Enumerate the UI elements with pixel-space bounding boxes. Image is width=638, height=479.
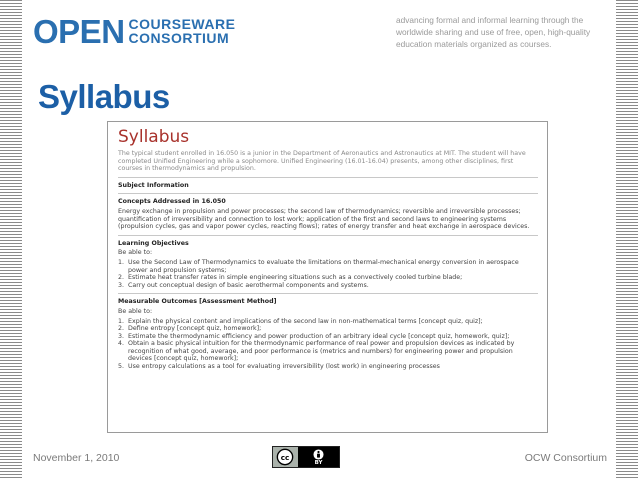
outcome-text: Use entropy calculations as a tool for evaluating irreversibility (lost work) in engineering processes <box>128 363 440 371</box>
logo-line-courseware: COURSEWARE <box>128 16 236 32</box>
syllabus-screenshot <box>107 121 548 433</box>
concepts-heading: Concepts Addressed in 16.050 <box>118 198 226 206</box>
outcomes-heading: Measurable Outcomes [Assessment Method] <box>118 298 277 306</box>
list-item: 2. Define entropy [concept quiz, homework]; <box>118 325 538 333</box>
list-item: 2. Estimate heat transfer rates in simple engineering situations such as a convectively cooled turbine blade; <box>118 274 538 282</box>
doc-intro: The typical student enrolled in 16.050 is a junior in the Department of Aeronautics and Astronautics at MIT. The student will have completed Unified Engineering while a sophomore. Unified Engineering (16.01-16.04) presents, among other disciplines, first courses in thermodynamics and propulsion. <box>118 150 526 173</box>
svg-text:cc: cc <box>280 452 290 462</box>
outcome-text: Define entropy [concept quiz, homework]; <box>128 325 262 333</box>
objectives-intro: Be able to: <box>118 249 153 257</box>
cc-icon <box>276 448 294 466</box>
logo-subtitle <box>129 17 236 45</box>
divider <box>118 235 538 236</box>
ocw-consortium-logo <box>33 14 235 48</box>
objectives-heading: Learning Objectives <box>118 239 189 247</box>
slide-title: Syllabus <box>38 78 170 115</box>
doc-title: Syllabus <box>118 127 190 147</box>
divider <box>118 293 538 294</box>
subject-heading: Subject Information <box>118 181 189 189</box>
outcomes-intro: Be able to: <box>118 307 153 315</box>
divider <box>118 177 538 178</box>
objective-text: Use the Second Law of Thermodynamics to evaluate the limitations on thermal-mechanical energy conversion in aerospace power and propulsion systems; <box>128 258 519 274</box>
outcome-text: Obtain a basic physical intuition for the thermodynamic performance of real power and propulsion devices as indicated by recognition of what good, average, and poor performance is (metrics and numbers) for engineering power and propulsion devices [concept quiz, homework]; <box>128 340 515 363</box>
logo-open-text: OPEN <box>33 12 125 50</box>
objectives-list <box>118 259 538 289</box>
tagline: advancing formal and informal learning through the worldwide sharing and use of free, open, high-quality education materials organized as courses. <box>396 15 591 49</box>
list-item: 4. Obtain a basic physical intuition for the thermodynamic performance of real power and propulsion devices as indicated by recognition of what good, average, and poor performance is (metrics and numbers) for engineering power and propulsion devices [concept quiz, homework]; <box>118 340 538 363</box>
list-item: 1. Use the Second Law of Thermodynamics to evaluate the limitations on thermal-mechanical energy conversion in aerospace power and propulsion systems; <box>118 259 538 274</box>
outcome-text: Estimate the thermodynamic efficiency and power production of an arbitrary ideal cycle [concept quiz, homework, quiz]; <box>128 332 510 340</box>
list-item: 5. Use entropy calculations as a tool for evaluating irreversibility (lost work) in engineering processes <box>118 363 538 371</box>
by-label: BY <box>314 459 323 466</box>
right-stripe-decoration <box>616 0 638 479</box>
list-item: 1. Explain the physical content and implications of the second law in non-mathematical terms [concept quiz, quiz]; <box>118 318 538 326</box>
concepts-text: Energy exchange in propulsion and power processes; the second law of thermodynamics; reversible and irreversible processes; quantification of irreversibility and connection to lost work; application of the first and second laws to engineering systems (propulsion cycles, gas and vapor power cycles, reacting flows); rates of energy transfer and heat exchange in aerospace devices. <box>118 207 530 231</box>
footer-org: OCW Consortium <box>524 452 607 464</box>
cc-by-license-icon[interactable] <box>272 446 340 468</box>
objective-text: Estimate heat transfer rates in simple engineering situations such as a convectively cooled turbine blade; <box>128 274 463 282</box>
objective-text: Carry out conceptual design of basic aerothermal components and systems. <box>128 281 369 289</box>
list-item: 3. Estimate the thermodynamic efficiency and power production of an arbitrary ideal cycle [concept quiz, homework, quiz]; <box>118 333 538 341</box>
list-item: 3. Carry out conceptual design of basic aerothermal components and systems. <box>118 282 538 290</box>
by-attribution-area <box>298 447 339 467</box>
left-stripe-decoration <box>0 0 22 479</box>
syllabus-document <box>118 127 538 373</box>
outcome-text: Explain the physical content and implications of the second law in non-mathematical terms [concept quiz, quiz]; <box>128 317 483 325</box>
divider <box>118 193 538 194</box>
footer-date: November 1, 2010 <box>33 452 120 464</box>
logo-line-consortium: CONSORTIUM <box>128 30 230 46</box>
outcomes-list <box>118 318 538 371</box>
attribution-person-icon <box>313 449 324 460</box>
